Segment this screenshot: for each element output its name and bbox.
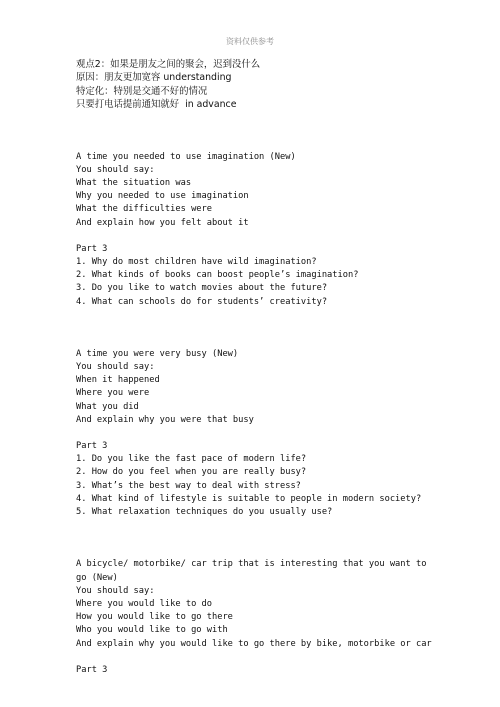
part3-question: 5. What relaxation techniques do you usually use? — [76, 507, 333, 518]
cue-point: Why you needed to use imagination — [76, 191, 249, 202]
topic-title: A time you were very busy (New) — [76, 348, 239, 359]
topic-title: A bicycle/ motorbike/ car trip that is interesting that you want to — [76, 559, 427, 570]
topic-imagination — [76, 151, 436, 309]
spacer — [76, 230, 436, 243]
cue-point: What the situation was — [76, 178, 192, 189]
spacer — [76, 309, 436, 348]
cue-point: How you would like to go there — [76, 612, 233, 623]
cue-point: What you did — [76, 401, 139, 412]
spacer — [76, 427, 436, 440]
spacer — [76, 112, 436, 151]
cue-point: Who you would like to go with — [76, 625, 228, 636]
should-say-label: You should say: — [76, 362, 155, 373]
topic-trip — [76, 558, 436, 677]
part3-question: 1. Why do most children have wild imagination? — [76, 257, 317, 268]
intro-line: 原因：朋友更加宽容 understanding — [76, 72, 232, 84]
cue-point: Where you were — [76, 388, 150, 399]
cue-point: And explain why you would like to go there by bike, motorbike or car — [76, 638, 432, 649]
cue-point: What the difficulties were — [76, 204, 212, 215]
part3-question: 1. Do you like the fast pace of modern life? — [76, 454, 307, 465]
part-label: Part 3 — [76, 664, 108, 675]
topic-title-continued: go (New) — [76, 572, 118, 583]
part-label: Part 3 — [76, 243, 108, 254]
document-body — [76, 58, 436, 677]
spacer — [76, 519, 436, 558]
should-say-label: You should say: — [76, 585, 155, 596]
part3-question: 3. Do you like to watch movies about the future? — [76, 283, 328, 294]
part3-question: 3. What’s the best way to deal with stress? — [76, 480, 301, 491]
part-label: Part 3 — [76, 441, 108, 452]
part3-question: 2. How do you feel when you are really busy? — [76, 467, 307, 478]
part3-question: 4. What can schools do for students’ creativity? — [76, 296, 328, 307]
cue-point: And explain why you were that busy — [76, 414, 254, 425]
topic-title: A time you needed to use imagination (New) — [76, 151, 296, 162]
intro-line: 特定化：特别是交通不好的情况 — [76, 85, 208, 97]
part3-question: 4. What kind of lifestyle is suitable to people in modern society? — [76, 493, 422, 504]
should-say-label: You should say: — [76, 164, 155, 175]
cue-point: When it happened — [76, 375, 160, 386]
spacer — [76, 651, 436, 664]
topic-busy — [76, 348, 436, 519]
intro-line: 只要打电话提前通知就好 in advance — [76, 99, 237, 111]
intro-section — [76, 58, 436, 112]
header-note: 资料仅供参考 — [226, 37, 274, 46]
part3-question: 2. What kinds of books can boost people’s imagination? — [76, 270, 359, 281]
intro-line: 观点2：如果是朋友之间的聚会，迟到没什么 — [76, 59, 261, 70]
cue-point: Where you would like to do — [76, 598, 212, 609]
cue-point: And explain how you felt about it — [76, 217, 249, 228]
